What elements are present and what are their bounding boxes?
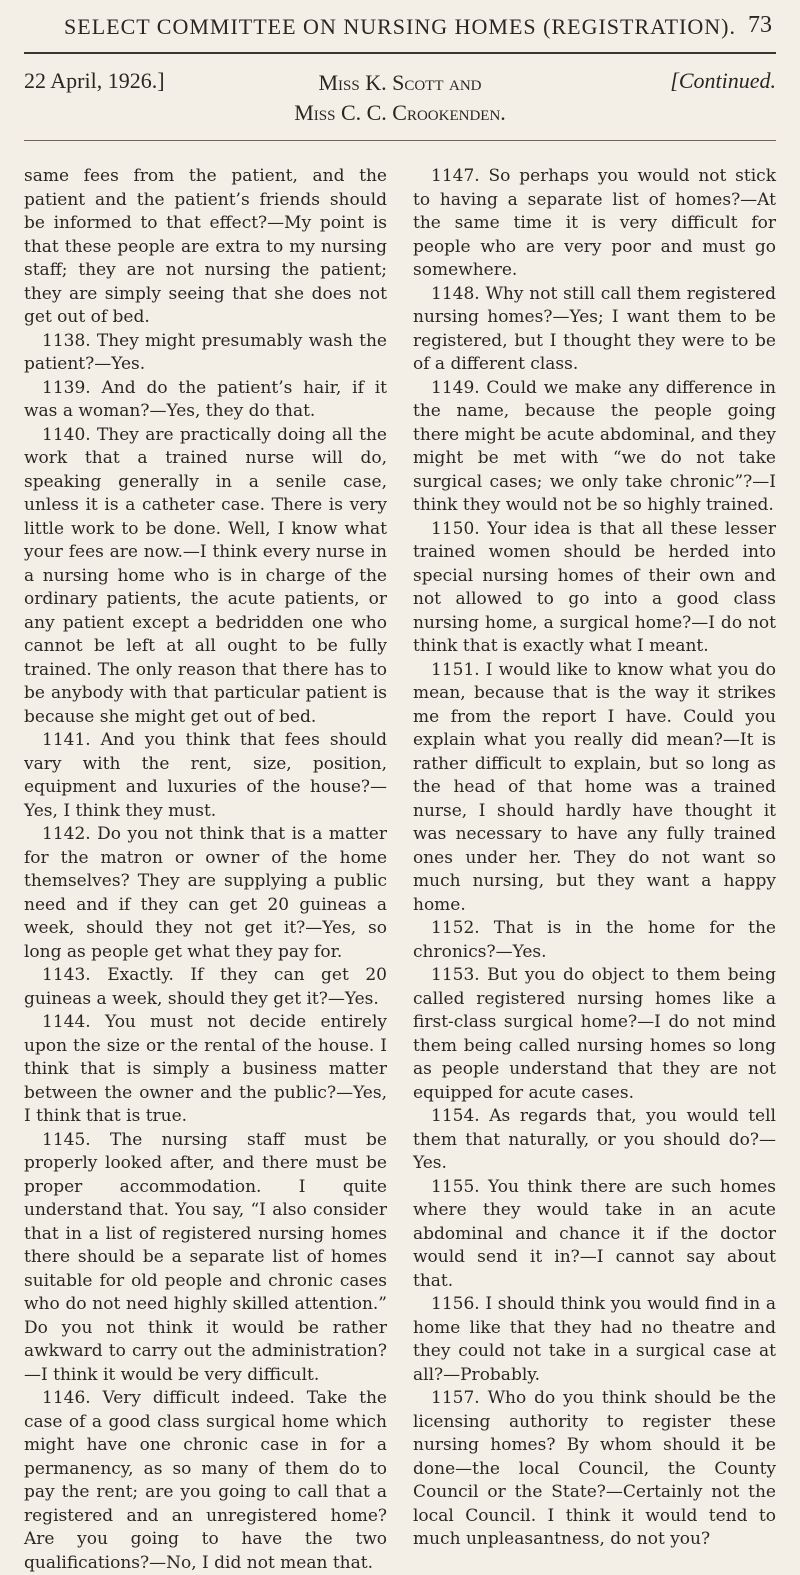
witness-line-2: Miss C. C. Crookenden.: [294, 100, 506, 125]
witness-line-1: Miss K. Scott and: [318, 70, 482, 95]
session-date: 22 April, 1926.]: [24, 68, 165, 93]
paragraph: 1143. Exactly. If they can get 20 guineas a week, should they get it?—Yes.: [24, 965, 387, 1009]
witness-names: [24, 68, 776, 128]
paragraph: 1144. You must not decide entirely upon the size or the rental of the house. I think that is simply a business matter between the owner and the public?—Yes, I think that is true.: [24, 1012, 387, 1126]
paragraph: 1151. I would like to know what you do mean, because that is the way it strikes me from the report I have. Could you explain what you really did mean?—It is rather difficult to explain, but so long as the head of that home was a trained nurse, I should hardly have thought it was necessary to have any fully trained ones under her. They do not want so much nursing, but they want a happy home.: [413, 659, 776, 915]
paragraph: 1153. But you do object to them being called registered nursing homes like a first-class surgical home?—I do not mind them being called nursing homes so long as people understand that they are not equipped for acute cases.: [413, 965, 776, 1103]
paragraph: 1142. Do you not think that is a matter for the matron or owner of the home themselves? They are supplying a public need and if they can get 20 guineas a week, should they not get it?—Yes, so long as people get what they pay for.: [24, 824, 387, 962]
paragraph: 1138. They might presumably wash the patient?—Yes.: [24, 330, 387, 374]
paragraph: same fees from the patient, and the patient and the patient’s friends should be informed to that effect?—My point is that these people are extra to my nursing staff; they are not nursing the patient; they are simply seeing that she does not get out of bed.: [24, 166, 387, 327]
paragraph: 1141. And you think that fees should vary with the rent, size, position, equipment and luxuries of the house?—Yes, I think they must.: [24, 730, 387, 821]
paragraph: 1140. They are practically doing all the work that a trained nurse will do, speaking generally in a senile case, unless it is a catheter case. There is very little work to be done. Well, I know what your fees are now.—I think every nurse in a nursing home who is in charge of the ordinary patients, the acute patients, or any patient except a bedridden one who cannot be left at all ought to be fully trained. The only reason that there has to be anybody with that particular patient is because she might get out of bed.: [24, 424, 387, 727]
header-meta: [24, 56, 776, 136]
paragraph: 1156. I should think you would find in a home like that they had no theatre and they could not take in a surgical case at all?—Probably.: [413, 1294, 776, 1385]
paragraph: 1147. So perhaps you would not stick to having a separate list of homes?—At the same time it is very difficult for people who are very poor and must go somewhere.: [413, 166, 776, 280]
paragraph: 1157. Who do you think should be the licensing authority to register these nursing homes? By whom should it be done—the local Council, the County Council or the State?—Certainly not the local Council. I think it would tend to much unpleasantness, do not you?: [413, 1388, 776, 1549]
paragraph: 1150. Your idea is that all these lesser trained women should be herded into special nursing homes of their own and not allowed to go into a good class nursing home, a surgical home?—I do not think that is exactly what I meant.: [413, 518, 776, 656]
page-number: 73: [748, 12, 772, 38]
right-column: [413, 165, 776, 1575]
paragraph: 1145. The nursing staff must be properly looked after, and there must be proper accommodation. I quite understand that. You say, “I also consider that in a list of registered nursing homes there should be a separate list of homes suitable for old people and chronic cases who do not need highly skilled attention.” Do you not think it would be rather awkward to carry out the administration?—I think it would be very difficult.: [24, 1129, 387, 1385]
paragraph: 1148. Why not still call them registered nursing homes?—Yes; I want them to be registered, but I thought they were to be of a different class.: [413, 283, 776, 374]
paragraph: 1139. And do the patient’s hair, if it was a woman?—Yes, they do that.: [24, 377, 387, 421]
top-rule: [24, 52, 776, 54]
paragraph: 1152. That is in the home for the chronics?—Yes.: [413, 918, 776, 962]
running-title: SELECT COMMITTEE ON NURSING HOMES (REGISTRATION).: [64, 14, 736, 39]
left-column: [24, 165, 387, 1575]
paragraph: 1149. Could we make any difference in the name, because the people going there might be acute abdominal, and they might be met with “we do not take surgical cases; we only take chronic”?—I think they would not be so highly trained.: [413, 377, 776, 515]
continued-label: [Continued.: [670, 68, 776, 93]
paragraph: 1146. Very difficult indeed. Take the case of a good class surgical home which might have one chronic case in for a permanency, as so many of them do to pay the rent; are you going to call that a registered and an unregistered home? Are you going to have the two qualifications?—No, I did not mean that.: [24, 1388, 387, 1573]
paragraph: 1155. You think there are such homes where they would take in an acute abdominal and chance it if the doctor would send it in?—I cannot say about that.: [413, 1176, 776, 1291]
paragraph: 1154. As regards that, you would tell them that naturally, or you should do?—Yes.: [413, 1106, 776, 1173]
header-rule: [24, 140, 776, 141]
body-columns: [24, 165, 776, 1575]
